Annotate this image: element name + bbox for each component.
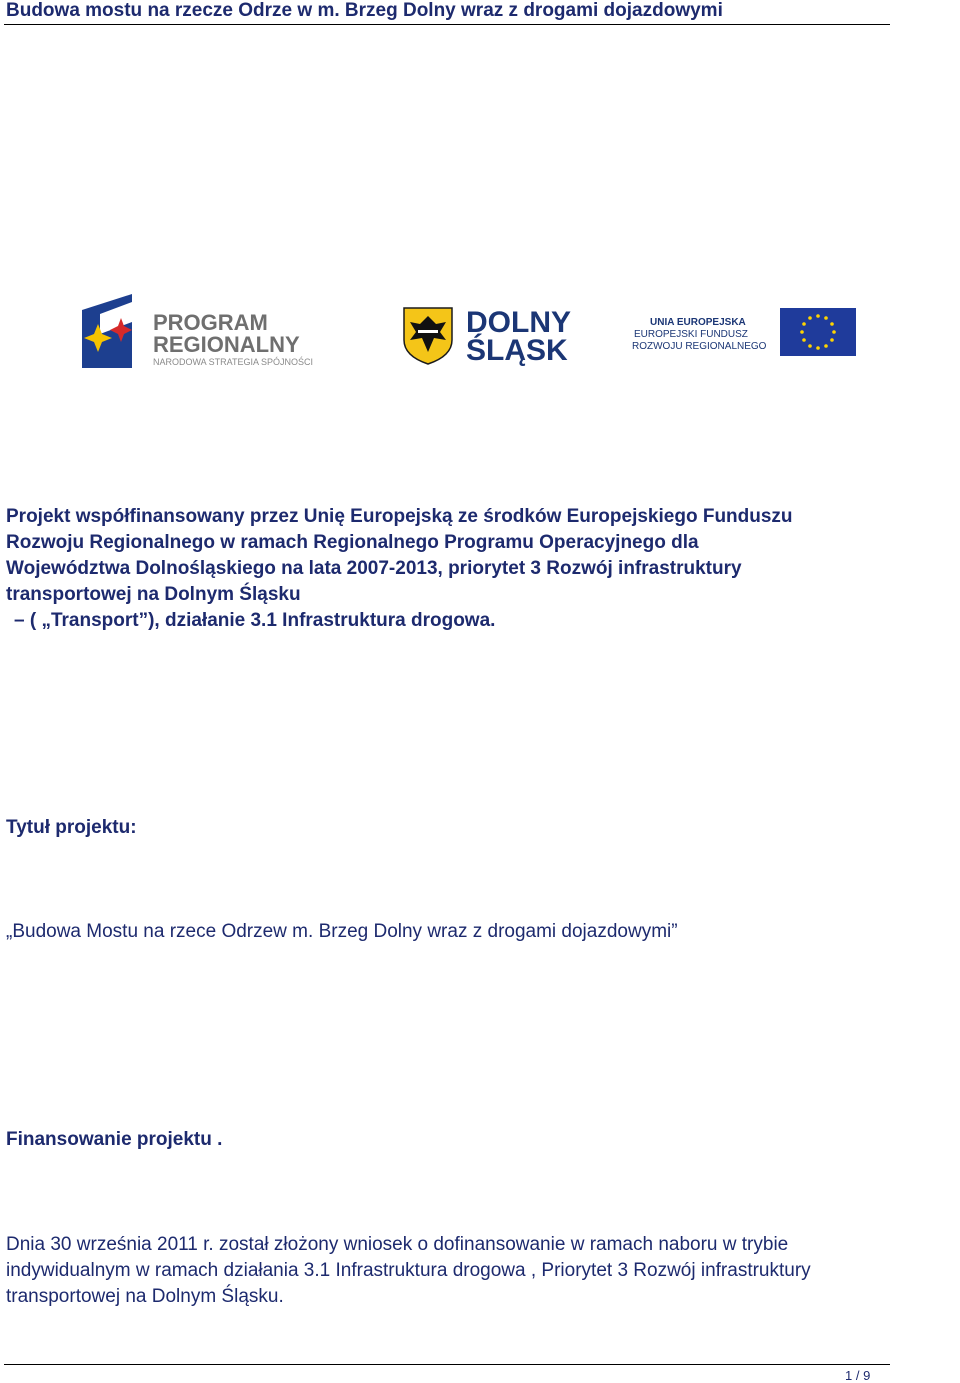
eu-star (802, 322, 806, 326)
eu-star (832, 330, 836, 334)
eu-star (816, 346, 820, 350)
funding-label: Finansowanie projektu . (6, 1129, 223, 1150)
eu-star (830, 322, 834, 326)
ue-logo-line2: EUROPEJSKI FUNDUSZ (634, 329, 748, 340)
page-header-title: Budowa mostu na rzecze Odrze w m. Brzeg Dolny wraz z drogami dojazdowymi (6, 0, 723, 21)
intro-line: Rozwoju Regionalnego w ramach Regionalnego Programu Operacyjnego dla (6, 532, 699, 553)
funding-line: indywidualnym w ramach działania 3.1 Infrastruktura drogowa , Priorytet 3 Rozwój infrastruktury (6, 1260, 811, 1281)
logo-banner-svg (0, 268, 880, 398)
eu-star (808, 344, 812, 348)
eu-star (808, 316, 812, 320)
program-logo-line2: REGIONALNY (153, 332, 300, 357)
ue-logo-line1: UNIA EUROPEJSKA (650, 317, 746, 328)
ue-logo (632, 308, 856, 356)
project-title-value: „Budowa Mostu na rzece Odrzew m. Brzeg Dolny wraz z drogami dojazdowymi” (6, 921, 678, 942)
program-logo-line3: NARODOWA STRATEGIA SPÓJNOŚCI (153, 357, 314, 367)
eu-star (830, 338, 834, 342)
dolny-slask-line1: DOLNY (466, 306, 571, 339)
funding-line: transportowej na Dolnym Śląsku. (6, 1286, 284, 1307)
ue-logo-line3: ROZWOJU REGIONALNEGO (632, 341, 767, 352)
dolny-slask-logo (404, 306, 571, 367)
program-logo-line1: PROGRAM (153, 310, 268, 335)
footer-divider (4, 1364, 890, 1365)
logo-banner (0, 268, 880, 398)
funding-line: Dnia 30 września 2011 r. został złożony wniosek o dofinansowanie w ramach naboru w trybie (6, 1234, 789, 1255)
eu-star (800, 330, 804, 334)
eu-star (824, 316, 828, 320)
project-title-label: Tytuł projektu: (6, 817, 137, 838)
eu-star (816, 314, 820, 318)
intro-line: transportowej na Dolnym Śląsku (6, 584, 301, 605)
eagle-band (418, 330, 438, 333)
funding-paragraph (6, 1232, 906, 1310)
intro-line: – ( „Transport”), działanie 3.1 Infrastruktura drogowa. (14, 610, 496, 631)
intro-paragraph (6, 504, 906, 634)
header-divider (4, 24, 890, 25)
eu-star (802, 338, 806, 342)
page-number: 1 / 9 (845, 1368, 871, 1383)
program-regionalny-logo (82, 294, 313, 368)
dolny-slask-line2: ŚLĄSK (466, 334, 568, 367)
intro-line: Województwa Dolnośląskiego na lata 2007-2013, priorytet 3 Rozwój infrastruktury (6, 558, 742, 579)
eu-star (824, 344, 828, 348)
intro-line: Projekt współfinansowany przez Unię Europejską ze środków Europejskiego Funduszu (6, 506, 793, 527)
